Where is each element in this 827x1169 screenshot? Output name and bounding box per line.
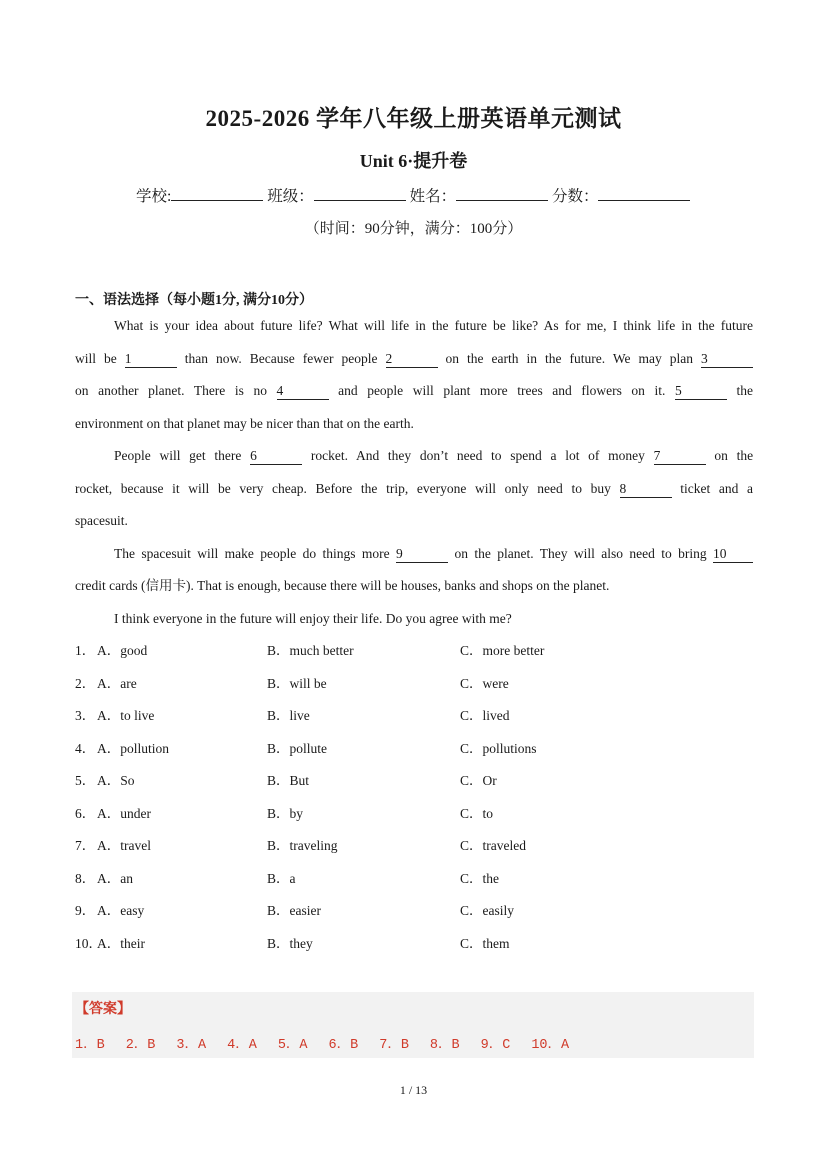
question-row (75, 638, 755, 671)
score-label: 分数： (551, 188, 599, 205)
passage-text: The spacesuit will make people do things more (114, 545, 390, 561)
option-b: B．traveling (267, 838, 338, 853)
option-c: C．easily (460, 903, 514, 918)
passage-line (75, 477, 753, 510)
option-c: C．more better (460, 643, 545, 658)
question-number: 9． (75, 903, 96, 918)
blank-8: 8 (620, 481, 672, 498)
passage-text: on the planet. They will also need to bring (454, 545, 707, 561)
option-a: A．under (97, 805, 151, 821)
option-c: C．the (460, 870, 499, 886)
option-a: A．to live (97, 708, 155, 723)
passage-text: ticket and a (680, 480, 754, 496)
passage-line (75, 379, 753, 412)
cloze-passage (75, 314, 753, 639)
name-blank (456, 185, 548, 201)
passage-line (75, 509, 753, 542)
option-c: C．to (460, 805, 494, 821)
blank-9: 9 (396, 546, 448, 563)
passage-text: the (736, 383, 754, 398)
question-number: 3． (75, 708, 96, 723)
question-row (75, 736, 755, 769)
option-b: B．live (267, 708, 310, 723)
passage-text: rocket, because it will be very cheap. Before the trip, everyone will only need to buy (75, 480, 611, 496)
passage-text: spacesuit. (75, 513, 128, 528)
option-b: B．easier (267, 903, 321, 918)
question-number: 10． (75, 935, 102, 951)
blank-10: 10 (713, 546, 753, 563)
passage-text: credit cards (信用卡). That is enough, because there will be houses, banks and shops on the planet. (75, 578, 610, 593)
passage-text: on another planet. There is no (75, 383, 267, 398)
question-number: 5． (75, 773, 96, 788)
question-row (75, 866, 755, 899)
question-row (75, 671, 755, 704)
question-number: 1． (75, 643, 96, 658)
passage-line (75, 314, 753, 347)
question-row (75, 768, 755, 801)
student-info-row (136, 184, 690, 206)
page-number: 1 / 13 (399, 1083, 428, 1097)
answer-item: 1．B (75, 1038, 105, 1053)
option-a: A．So (97, 773, 135, 788)
passage-text: than now. Because fewer people (184, 350, 378, 366)
section-heading: 一、语法选择（每小题1分, 满分10分） (75, 293, 313, 308)
blank-4: 4 (277, 383, 329, 400)
question-row (75, 898, 755, 931)
option-c: C．Or (460, 773, 497, 788)
question-number: 2． (75, 675, 96, 691)
passage-text: rocket. And they don’t need to spend a lot of money (310, 448, 645, 463)
passage-line (75, 412, 753, 445)
passage-text: and people will plant more trees and flowers on it. (338, 383, 666, 398)
option-a: A．an (97, 870, 133, 886)
question-options (75, 638, 755, 963)
passage-line (75, 542, 753, 575)
school-blank (171, 185, 263, 201)
option-b: B．much better (267, 643, 354, 658)
answer-item: 7．B (379, 1038, 409, 1053)
option-a: A．are (97, 675, 137, 691)
answer-item: 8．B (429, 1038, 460, 1053)
passage-text: will be (75, 350, 117, 366)
answer-item: 6．B (328, 1038, 359, 1053)
time-note: （时间：90分钟，满分：100分） (304, 221, 523, 237)
answer-list (75, 1032, 590, 1053)
answer-item: 3．A (176, 1038, 207, 1053)
class-label: 班级： (267, 188, 314, 205)
question-row (75, 833, 755, 866)
option-a: A．pollution (97, 740, 170, 756)
question-row (75, 931, 755, 964)
school-label: 学校: (136, 188, 172, 205)
answer-item: 5．A (277, 1038, 308, 1053)
option-c: C．traveled (460, 838, 526, 853)
option-b: B．pollute (267, 740, 327, 756)
passage-line (75, 444, 753, 477)
answer-label: 【答案】 (75, 1001, 131, 1017)
page-subtitle: Unit 6·提升卷 (359, 151, 468, 171)
option-c: C．were (460, 675, 509, 691)
answer-box (72, 992, 754, 1058)
question-number: 7． (75, 838, 96, 853)
passage-text: I think everyone in the future will enjoy their life. Do you agree with me? (114, 610, 512, 626)
answer-item: 2．B (125, 1038, 156, 1053)
blank-1: 1 (125, 351, 177, 368)
option-b: B．a (267, 870, 296, 886)
score-blank (598, 185, 690, 201)
option-c: C．them (460, 935, 510, 951)
question-number: 4． (75, 740, 96, 756)
option-c: C．pollutions (460, 740, 537, 756)
passage-line (75, 574, 753, 607)
blank-5: 5 (675, 383, 727, 400)
passage-line (75, 347, 753, 380)
page-title: 2025-2026 学年八年级上册英语单元测试 (205, 106, 622, 131)
passage-text: on the earth in the future. We may plan (445, 350, 694, 366)
answer-item: 10．A (531, 1038, 570, 1053)
blank-6: 6 (250, 448, 302, 465)
option-a: A．easy (97, 903, 145, 918)
answer-item: 9．C (480, 1038, 511, 1053)
blank-3: 3 (701, 351, 753, 368)
option-a: A．their (97, 935, 145, 951)
passage-text: environment on that planet may be nicer than that on the earth. (75, 415, 414, 431)
option-a: A．good (97, 643, 148, 658)
question-number: 8． (75, 870, 96, 886)
blank-7: 7 (654, 448, 706, 465)
option-b: B．But (267, 773, 310, 788)
passage-line (75, 607, 753, 640)
name-label: 姓名： (409, 188, 457, 205)
question-number: 6． (75, 805, 96, 821)
passage-text: People will get there (114, 448, 242, 463)
question-row (75, 801, 755, 834)
option-a: A．travel (97, 838, 151, 853)
blank-2: 2 (386, 351, 438, 368)
answer-item: 4．A (227, 1038, 257, 1053)
question-row (75, 703, 755, 736)
option-b: B．will be (267, 675, 327, 691)
option-c: C．lived (460, 708, 510, 723)
passage-text: on the (714, 448, 754, 463)
option-b: B．they (267, 935, 313, 951)
passage-text: What is your idea about future life? What will life in the future be like? As for me, I think life in the future (114, 318, 753, 333)
option-b: B．by (267, 805, 304, 821)
class-blank (314, 185, 406, 201)
